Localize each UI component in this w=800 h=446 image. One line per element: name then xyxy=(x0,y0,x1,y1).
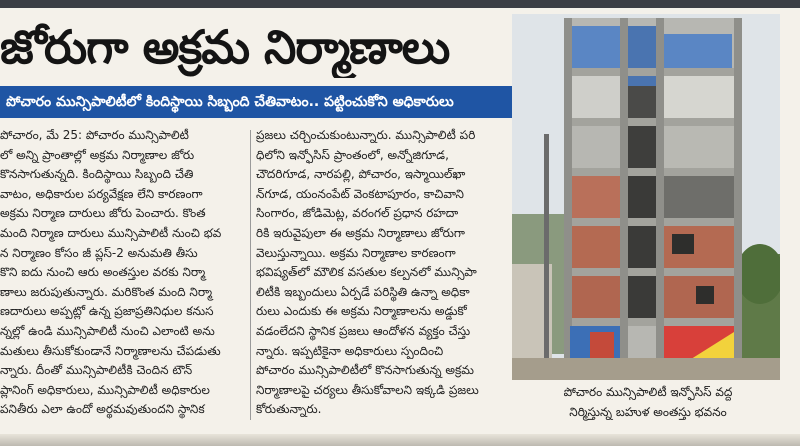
article-line: పోచారం మున్సిపాలిటీలో కొనసాగుతున్న అక్రమ xyxy=(256,363,474,378)
article-line: మతులు తీసుకోకుండానే నిర్మాణాలను చేపడుతు xyxy=(0,343,221,358)
caption-line: పోచారం మున్సిపాలిటీ ఇన్ఫోసిస్ వద్ద xyxy=(563,385,733,399)
article-line: కోరుతున్నారు. xyxy=(256,402,322,417)
article-line: నిర్మాణాలపై చర్యలు తీసుకోవాలని ఇక్కడి ప్రజలు xyxy=(256,382,479,397)
article-line: పోచారం, మే 25: పోచారం మున్సిపాలిటీ xyxy=(0,128,189,142)
article-line: పనితీరు ఎలా ఉందో అర్థమవుతుందని స్థానిక xyxy=(0,402,205,417)
article-line: ధిలోని ఇన్ఫోసిస్ ప్రాంతంలో, అన్నోజిగూడ, xyxy=(256,147,449,162)
article-line: అక్రమ నిర్మాణ దారులు జోరు పెంచారు. కొంత xyxy=(0,206,206,221)
article-line: రికి ఇరువైపులా ఈ అక్రమ నిర్మాణాలు జోరుగా xyxy=(256,225,465,240)
article-line: న్నారు. ఇప్పటికైనా అధికారులు స్పందించి xyxy=(256,343,444,358)
article-line: ణాలు జరుపుతున్నారు. మరికొంత మంది నిర్మా xyxy=(0,284,213,299)
article-column-1 xyxy=(0,126,244,426)
article-line: ప్లానింగ్ అధికారులు, మున్సిపాలిటీ అధికారుల xyxy=(0,382,210,397)
headline: జోరుగా అక్రమ నిర్మాణాలు xyxy=(0,20,450,74)
article-line: ప్రజలు చర్చించుకుంటున్నారు. మున్సిపాలిటీ పరి xyxy=(256,128,476,142)
article-line: న్నల్లో ఉండి మున్సిపాలిటీ నుంచి ఎలాంటి అను xyxy=(0,323,215,338)
subheadline-band: పోచారం మున్సిపాలిటీలో కిందిస్థాయి సిబ్బంది చేతివాటం.. పట్టించుకోని అధికారులు xyxy=(0,86,522,118)
article-line: ణదారులు అప్పట్లో ఉన్న ప్రజాప్రతినిధుల కనుస xyxy=(0,304,214,319)
article-line: భవిష్యత్‌లో మౌలిక వసతుల కల్పనలో మున్సిపా xyxy=(256,265,477,280)
article-line: లో అన్ని ప్రాంతాల్లో అక్రమ నిర్మాణాల జోరు xyxy=(0,147,195,162)
article-line: రులు ఎందుకు ఈ అక్రమ నిర్మాణాలను అడ్డుకో xyxy=(256,304,467,319)
article-line: చౌదరిగూడ, నారపల్లి, పోచారం, ఇస్మాయిల్‌ఖా xyxy=(256,167,466,182)
article-line: న్‌గూడ, యంనంపేట్ వెంకటాపూరం, కాచివాని xyxy=(256,186,464,201)
article-column-2 xyxy=(256,126,506,426)
article-line: కొని ఐదు నుంచి ఆరు అంతస్తుల వరకు నిర్మా xyxy=(0,265,206,280)
article-line: కొనసాగుతున్నది. కిందిస్థాయి సిబ్బంది చేతి xyxy=(0,167,194,182)
page-bottom-edge xyxy=(0,434,800,446)
column-divider xyxy=(250,130,251,420)
article-line: వాటం, అధికారుల పర్యవేక్షణ లేని కారణంగా xyxy=(0,186,203,201)
photo-caption xyxy=(524,382,772,422)
article-line: మంది నిర్మాణ దారులు మున్సిపాలిటీ నుంచి భవ xyxy=(0,225,222,240)
article-line: న్నారు. దీంతో మున్సిపాలిటీకి చెందిన టౌన్ xyxy=(0,363,193,378)
article-line: వడంలేదని స్థానిక ప్రజలు ఆందోళన వ్యక్తం చేస్తు xyxy=(256,323,471,338)
article-line: లిటీకి ఇబ్బందులు ఏర్పడే పరిస్థితి ఉన్నా అధికా xyxy=(256,284,470,299)
top-edge-bar xyxy=(0,0,800,8)
article-line: వెలుస్తున్నాయి. అక్రమ నిర్మాణాల కారణంగా xyxy=(256,245,456,260)
article-line: సింగారం, జోడిమెట్ల, వరంగల్ ప్రధాన రహదా xyxy=(256,206,459,221)
caption-line: నిర్మిస్తున్న బహుళ అంతస్తు భవనం xyxy=(569,405,727,419)
article-line: న నిర్మాణం కోసం జీ ప్లస్-2 అనుమతి తీసు xyxy=(0,245,198,260)
building-photo xyxy=(512,14,780,380)
